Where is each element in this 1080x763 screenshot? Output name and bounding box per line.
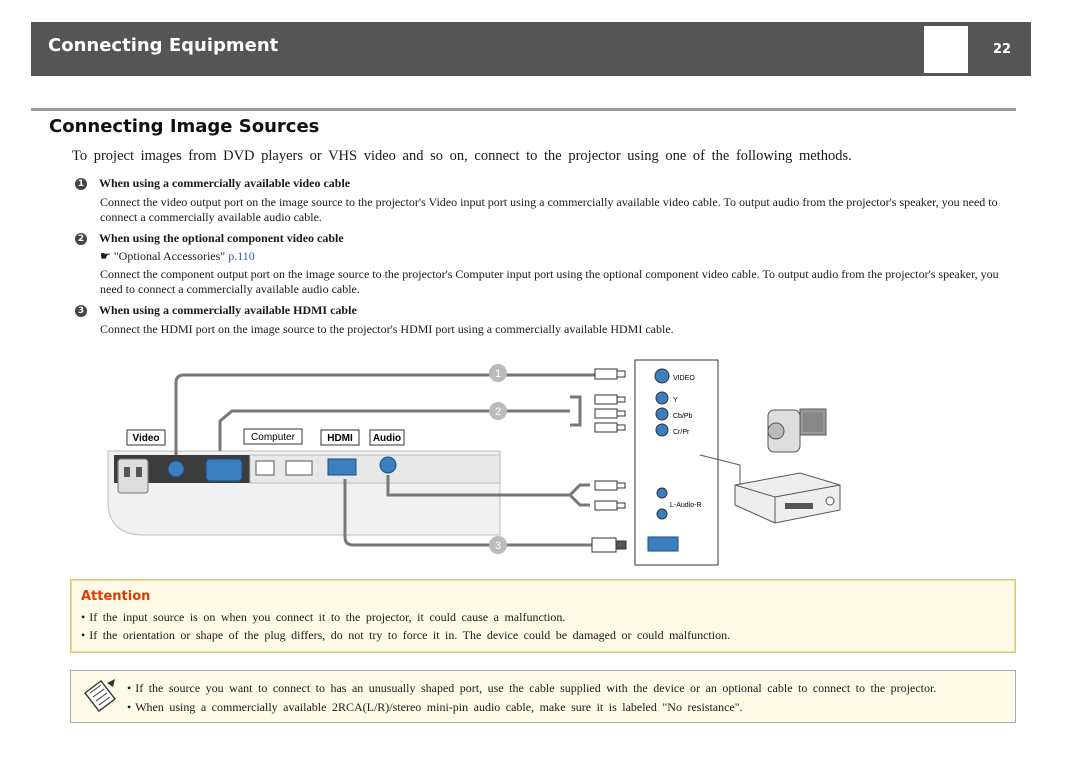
note-item-1 <box>127 681 936 696</box>
attention-box <box>70 579 1016 653</box>
hdmi-port <box>328 459 356 475</box>
attention-item-2 <box>81 628 730 643</box>
method-2-heading-text: When using the optional component video cable <box>99 231 344 245</box>
page-header <box>31 22 1031 76</box>
bullet: • <box>127 681 132 695</box>
projector-rear-panel <box>108 451 500 535</box>
pencil-note-icon <box>79 677 119 715</box>
header-blank-box <box>924 26 968 73</box>
audio-port <box>380 457 396 473</box>
method-1-heading <box>75 176 350 191</box>
attention-item-2-text: If the orientation or shape of the plug differs, do not try to force it in. The device could be damaged or could malfunction. <box>89 628 731 642</box>
method-3-heading <box>75 303 357 318</box>
method-1-heading-text: When using a commercially available video cable <box>99 176 351 190</box>
camcorder-icon <box>768 409 826 452</box>
method-1-body: Connect the video output port on the image source to the projector's Video input port using a commercially available video cable. To output audio from the projector's speaker, you need to connect a commercially available audio cable. <box>100 195 998 224</box>
number-badge-2: 2 <box>75 233 87 245</box>
marker-1: 1 <box>494 368 502 380</box>
xref-optional-accessories[interactable] <box>100 249 255 264</box>
bullet: • <box>127 700 132 714</box>
video-port <box>168 461 184 477</box>
note-item-2-text: When using a commercially available 2RCA(L/R)/stereo mini-pin audio cable, make sure it is labeled "No resistance". <box>135 700 743 714</box>
audio-port-label: Audio <box>372 433 402 444</box>
attention-title: Attention <box>81 589 151 604</box>
marker-3: 3 <box>494 540 502 552</box>
number-badge-3: 3 <box>75 305 87 317</box>
hdmi-port-label: HDMI <box>327 433 353 444</box>
note-item-2 <box>127 700 743 715</box>
note-box <box>70 670 1016 723</box>
source-hdmi-port <box>648 537 678 551</box>
source-audio-label: L-Audio-R <box>670 502 702 509</box>
port-labels <box>127 429 404 445</box>
method-2-heading <box>75 231 344 246</box>
page-number: 22 <box>993 42 1012 57</box>
xref-page-link[interactable]: p.110 <box>228 249 255 263</box>
pointing-hand-icon: ☛ <box>100 249 111 263</box>
source-y-label: Y <box>673 397 678 404</box>
section-divider <box>31 108 1016 111</box>
video-port-label: Video <box>132 433 160 444</box>
marker-2: 2 <box>494 406 502 418</box>
chapter-title: Connecting Equipment <box>48 35 279 56</box>
bullet: • <box>81 628 86 642</box>
source-video-label: VIDEO <box>673 375 695 382</box>
dvd-player-icon <box>735 473 840 523</box>
note-item-1-text: If the source you want to connect to has an unusually shaped port, use the cable supplied with the device or an optional cable to connect to the projector. <box>135 681 937 695</box>
attention-item-1 <box>81 610 565 625</box>
source-panel <box>635 360 718 565</box>
bullet: • <box>81 610 86 624</box>
connection-diagram <box>100 355 980 577</box>
number-badge-1: 1 <box>75 178 87 190</box>
source-cb-label: Cb/Pb <box>673 413 693 420</box>
computer-port-label: Computer <box>251 432 295 443</box>
method-2-body: Connect the component output port on the image source to the projector's Computer input port using the optional component video cable. To output audio from the projector's speaker, you need to connect a commercially available audio cable. <box>100 267 999 296</box>
section-title: Connecting Image Sources <box>49 116 320 137</box>
source-cr-label: Cr/Pr <box>673 429 690 436</box>
xref-text: "Optional Accessories" <box>113 249 226 263</box>
method-3-heading-text: When using a commercially available HDMI cable <box>99 303 357 317</box>
intro-text: To project images from DVD players or VHS video and so on, connect to the projector using one of the following methods. <box>72 148 852 164</box>
computer-port <box>206 459 242 481</box>
method-3-body: Connect the HDMI port on the image source to the projector's HDMI port using a commercially available HDMI cable. <box>100 322 674 336</box>
rca-plugs <box>592 369 626 552</box>
attention-item-1-text: If the input source is on when you connect it to the projector, it could cause a malfunction. <box>89 610 566 624</box>
